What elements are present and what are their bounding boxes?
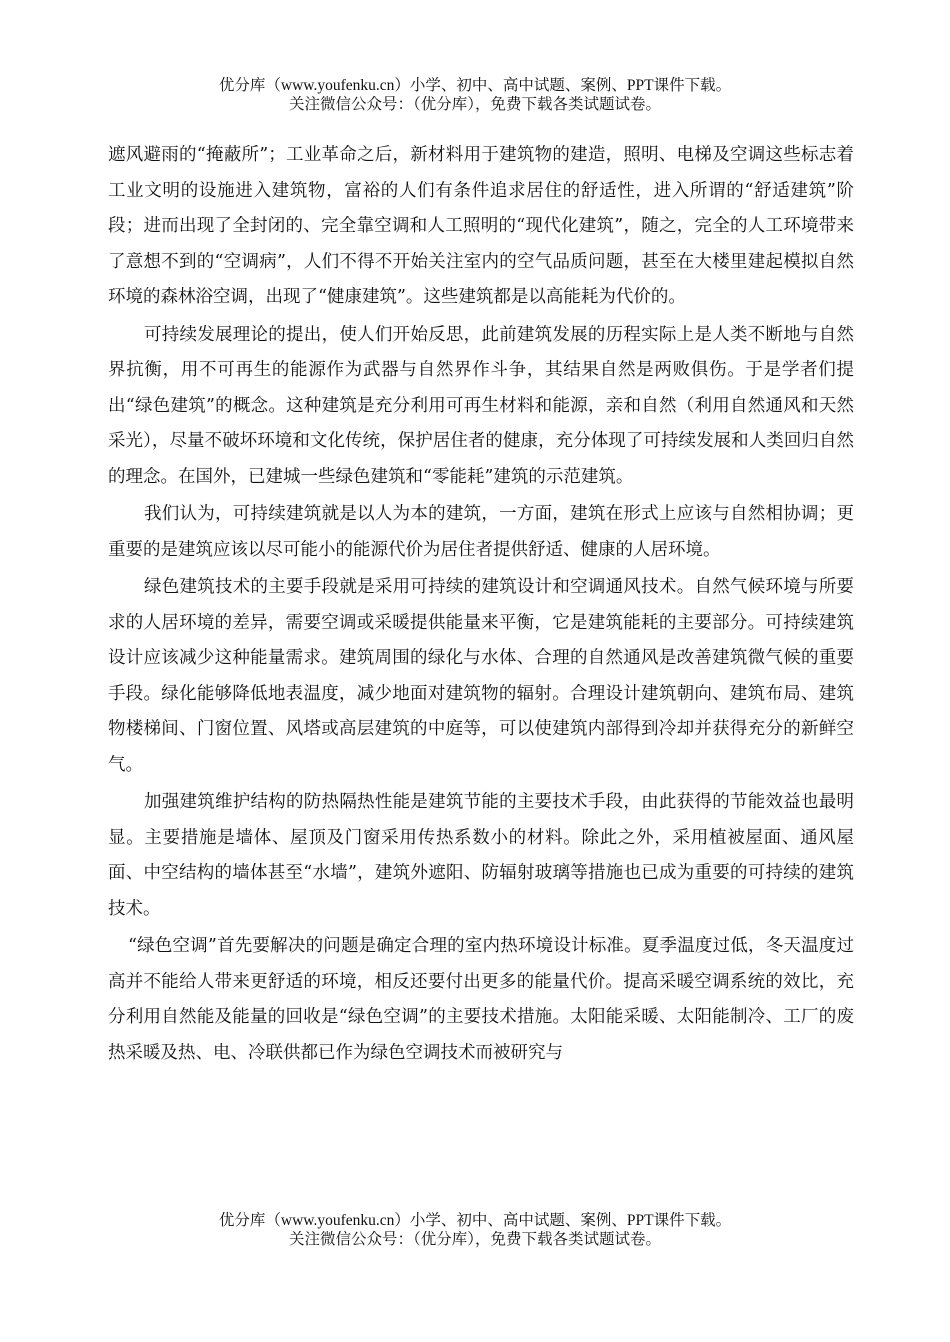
paragraph-continued: 遮风避雨的“掩蔽所”；工业革命之后，新材料用于建筑物的建造，照明、电梯及空调这些标志着工业文明的设施进入建筑物，富裕的人们有条件追求居住的舒适性，进入所谓的“舒适建筑”阶段；进而出现了全封闭的、完全靠空调和人工照明的“现代化建筑”，随之，完全的人工环境带来了意想不到的“空调病”，人们不得不开始关注室内的空气品质问题，甚至在大楼里建起模拟自然环境的森林浴空调，出现了“健康建筑”。这些建筑都是以高能耗为代价的。 [108,145,854,307]
paragraph: 绿色建筑技术的主要手段就是采用可持续的建筑设计和空调通风技术。自然气候环境与所要求的人居环境的差异，需要空调或采暖提供能量来平衡，它是建筑能耗的主要部分。可持续建筑设计应该减少这种能量需求。建筑周围的绿化与水体、合理的自然通风是改善建筑微气候的重要手段。绿化能够降低地表温度，减少地面对建筑物的辐射。合理设计建筑朝向、建筑布局、建筑物楼梯间、门窗位置、风塔或高层建筑的中庭等，可以使建筑内部得到冷却并获得充分的新鲜空气。 [108,577,854,775]
footer-line-1: 优分库（www.youfenku.cn）小学、初中、高中试题、案例、PPT课件下载。 [218,1212,732,1229]
article-body [108,138,854,1073]
header-line-2: 关注微信公众号：（优分库），免费下载各类试题试卷。 [288,96,661,113]
footer-line-2: 关注微信公众号：（优分库），免费下载各类试题试卷。 [288,1231,661,1248]
paragraph: 可持续发展理论的提出，使人们开始反思，此前建筑发展的历程实际上是人类不断地与自然界抗衡，用不可再生的能源作为武器与自然界作斗争，其结果自然是两败俱伤。于是学者们提出“绿色建筑”的概念。这种建筑是充分利用可再生材料和能源，亲和自然（利用自然通风和天然采光），尽量不破坏环境和文化传统，保护居住者的健康，充分体现了可持续发展和人类回归自然的理念。在国外，已建城一些绿色建筑和“零能耗”建筑的示范建筑。 [108,324,854,487]
paragraph: 加强建筑维护结构的防热隔热性能是建筑节能的主要技术手段，由此获得的节能效益也最明显。主要措施是墙体、屋顶及门窗采用传热系数小的材料。除此之外，采用植被屋面、通风屋面、中空结构的墙体甚至“水墙”，建筑外遮阳、防辐射玻璃等措施也已成为重要的可持续的建筑技术。 [108,792,854,919]
page-footer [0,1211,950,1249]
page-header [0,76,950,114]
paragraph: 我们认为，可持续建筑就是以人为本的建筑，一方面，建筑在形式上应该与自然相协调；更重要的是建筑应该以尽可能小的能源代价为居住者提供舒适、健康的人居环境。 [108,504,854,560]
paragraph: “绿色空调”首先要解决的问题是确定合理的室内热环境设计标准。夏季温度过低，冬天温度过高并不能给人带来更舒适的环境，相反还要付出更多的能量代价。提高采暖空调系统的效比，充分利用自然能及能量的回收是“绿色空调”的主要技术措施。太阳能采暖、太阳能制冷、工厂的废热采暖及热、电、冷联供都已作为绿色空调技术而被研究与 [108,936,854,1063]
header-line-1: 优分库（www.youfenku.cn）小学、初中、高中试题、案例、PPT课件下载。 [218,77,732,94]
